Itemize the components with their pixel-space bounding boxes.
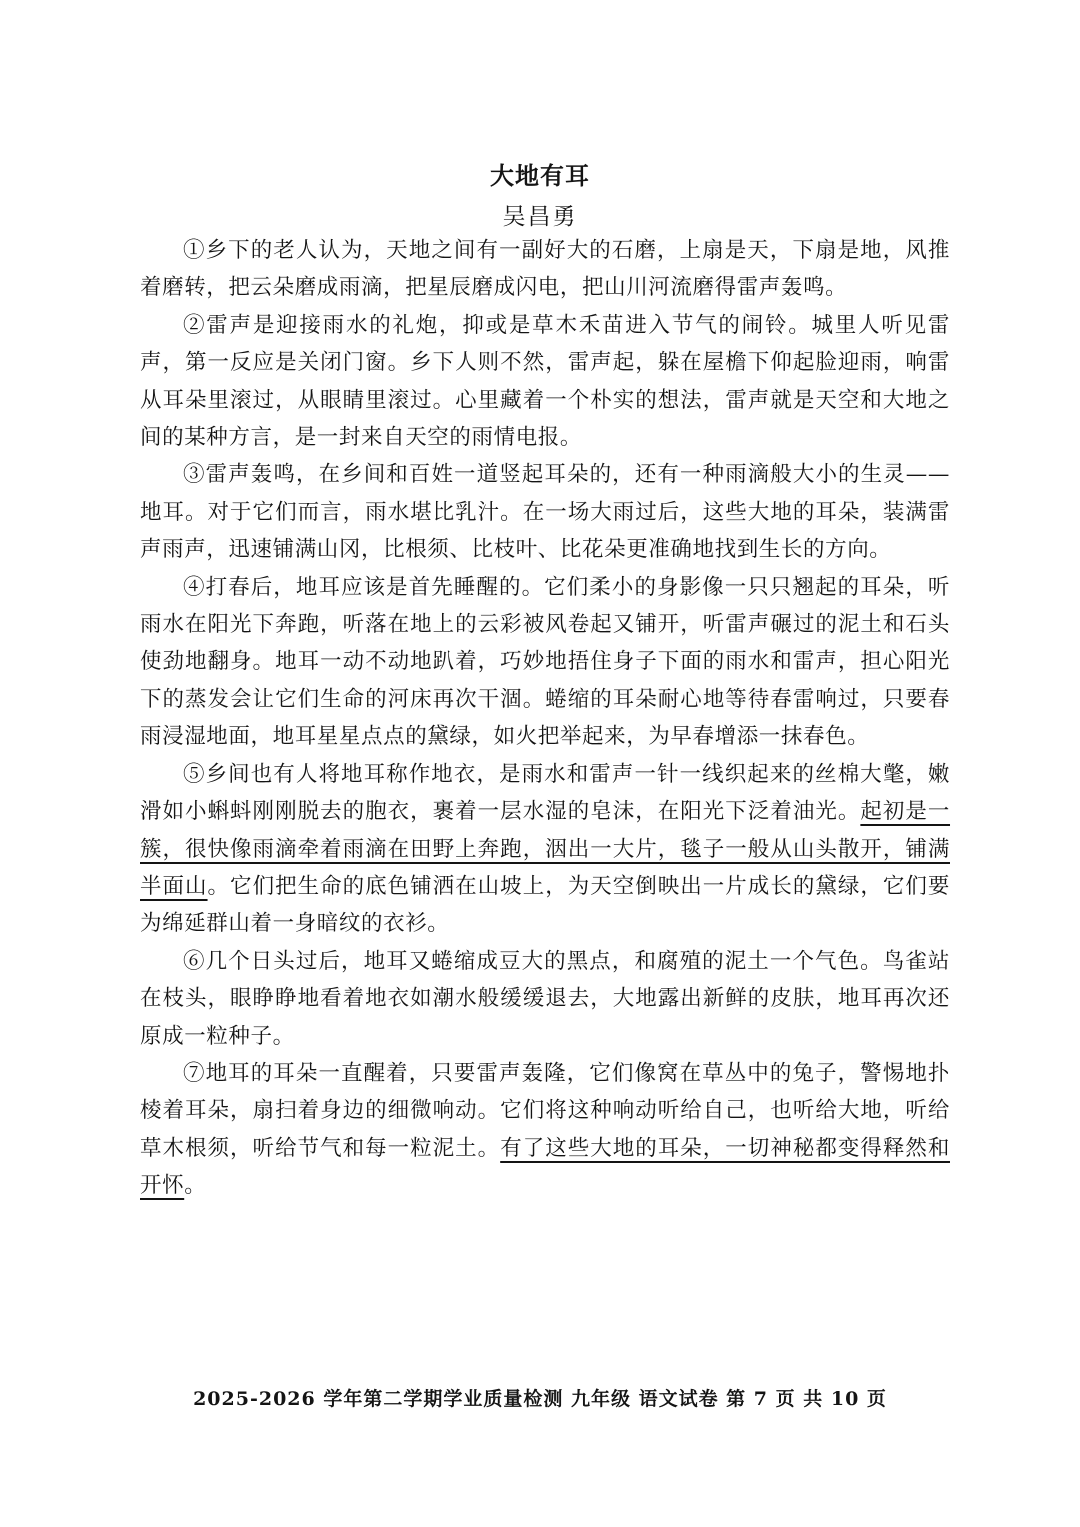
paragraph-number: ⑤ (183, 761, 206, 787)
underlined-sentence: 有了这些大地的耳朵，一切神秘都变得释然和开怀 (140, 1135, 950, 1199)
paragraph-text: 地耳的耳朵一直醒着，只要雷声轰隆，它们像窝在草丛中的兔子，警惕地扑棱着耳朵，扇扫着身边的细微响动。它们将这种响动听给自己，也听给大地，听给草木根须，听给节气和每一粒泥土。 (140, 1060, 950, 1161)
paragraph-number: ② (183, 312, 207, 338)
page-footer: 2025-2026 学年第二学期学业质量检测 九年级 语文试卷 第 7 页 共 10 页 (193, 1388, 887, 1410)
paragraph-number: ① (183, 238, 206, 263)
paragraph-text: 雷声是迎接雨水的礼炮，抑或是草木禾苗进入节气的闹铃。城里人听见雷声，第一反应是关闭门窗。乡下人则不然，雷声起，躲在屋檐下仰起脸迎雨，响雷从耳朵里滚过，从眼睛里滚过。心里藏着一个朴实的想法，雷声就是天空和大地之间的某种方言，是一封来自天空的雨情电报。 (140, 312, 950, 451)
paragraph-1 (140, 232, 950, 307)
essay-title: 大地有耳 (490, 161, 590, 190)
paragraph-3 (140, 456, 950, 568)
essay-author: 吴昌勇 (502, 204, 578, 230)
paragraph-text: 乡下的老人认为，天地之间有一副好大的石磨，上扇是天，下扇是地，风推着磨转，把云朵磨成雨滴，把星辰磨成闪电，把山川河流磨得雷声轰鸣。 (140, 238, 950, 301)
paragraph-text: 雷声轰鸣，在乡间和百姓一道竖起耳朵的，还有一种雨滴般大小的生灵——地耳。对于它们而言，雨水堪比乳汁。在一场大雨过后，这些大地的耳朵，装满雷声雨声，迅速铺满山冈，比根须、比枝叶、比花朵更准确地找到生长的方向。 (140, 462, 950, 563)
paragraph-text-tail: 。 (184, 1173, 207, 1199)
underlined-sentence: 起初是一簇，很快像雨滴牵着雨滴在田野上奔跑，洇出一大片，毯子一般从山头散开，铺满半面山 (140, 799, 951, 899)
paragraph-5 (140, 756, 950, 943)
paragraph-text: 乡间也有人将地耳称作地衣，是雨水和雷声一针一线织起来的丝棉大氅，嫩滑如小蝌蚪刚刚脱去的胞衣，裹着一层水湿的皂沫，在阳光下泛着油光。 (140, 761, 950, 825)
paragraph-text: 打春后，地耳应该是首先睡醒的。它们柔小的身影像一只只翘起的耳朵，听雨水在阳光下奔跑，听落在地上的云彩被风卷起又铺开，听雷声碾过的泥土和石头使劲地翻身。地耳一动不动地趴着，巧妙地捂住身子下面的雨水和雷声，担心阳光下的蒸发会让它们生命的河床再次干涸。蜷缩的耳朵耐心地等待春雷响过，只要春雨浸湿地面，地耳星星点点的黛绿，如火把举起来，为早春增添一抹春色。 (140, 574, 950, 750)
paragraph-number: ⑦ (183, 1060, 206, 1086)
paragraph-number: ③ (183, 462, 206, 488)
paragraph-number: ④ (183, 574, 206, 600)
paragraph-number: ⑥ (183, 948, 206, 974)
paragraph-text: 几个日头过后，地耳又蜷缩成豆大的黑点，和腐殖的泥土一个气色。鸟雀站在枝头，眼睁睁地看着地衣如潮水般缓缓退去，大地露出新鲜的皮肤，地耳再次还原成一粒种子。 (140, 948, 950, 1049)
paragraph-2 (140, 307, 950, 457)
paragraph-text-tail: 。它们把生命的底色铺洒在山坡上，为天空倒映出一片成长的黛绿，它们要为绵延群山着一身暗纹的衣衫。 (140, 873, 950, 937)
paragraph-6 (140, 943, 950, 1055)
essay-body (140, 232, 950, 1205)
paragraph-4 (140, 569, 950, 756)
paragraph-7 (140, 1055, 950, 1205)
